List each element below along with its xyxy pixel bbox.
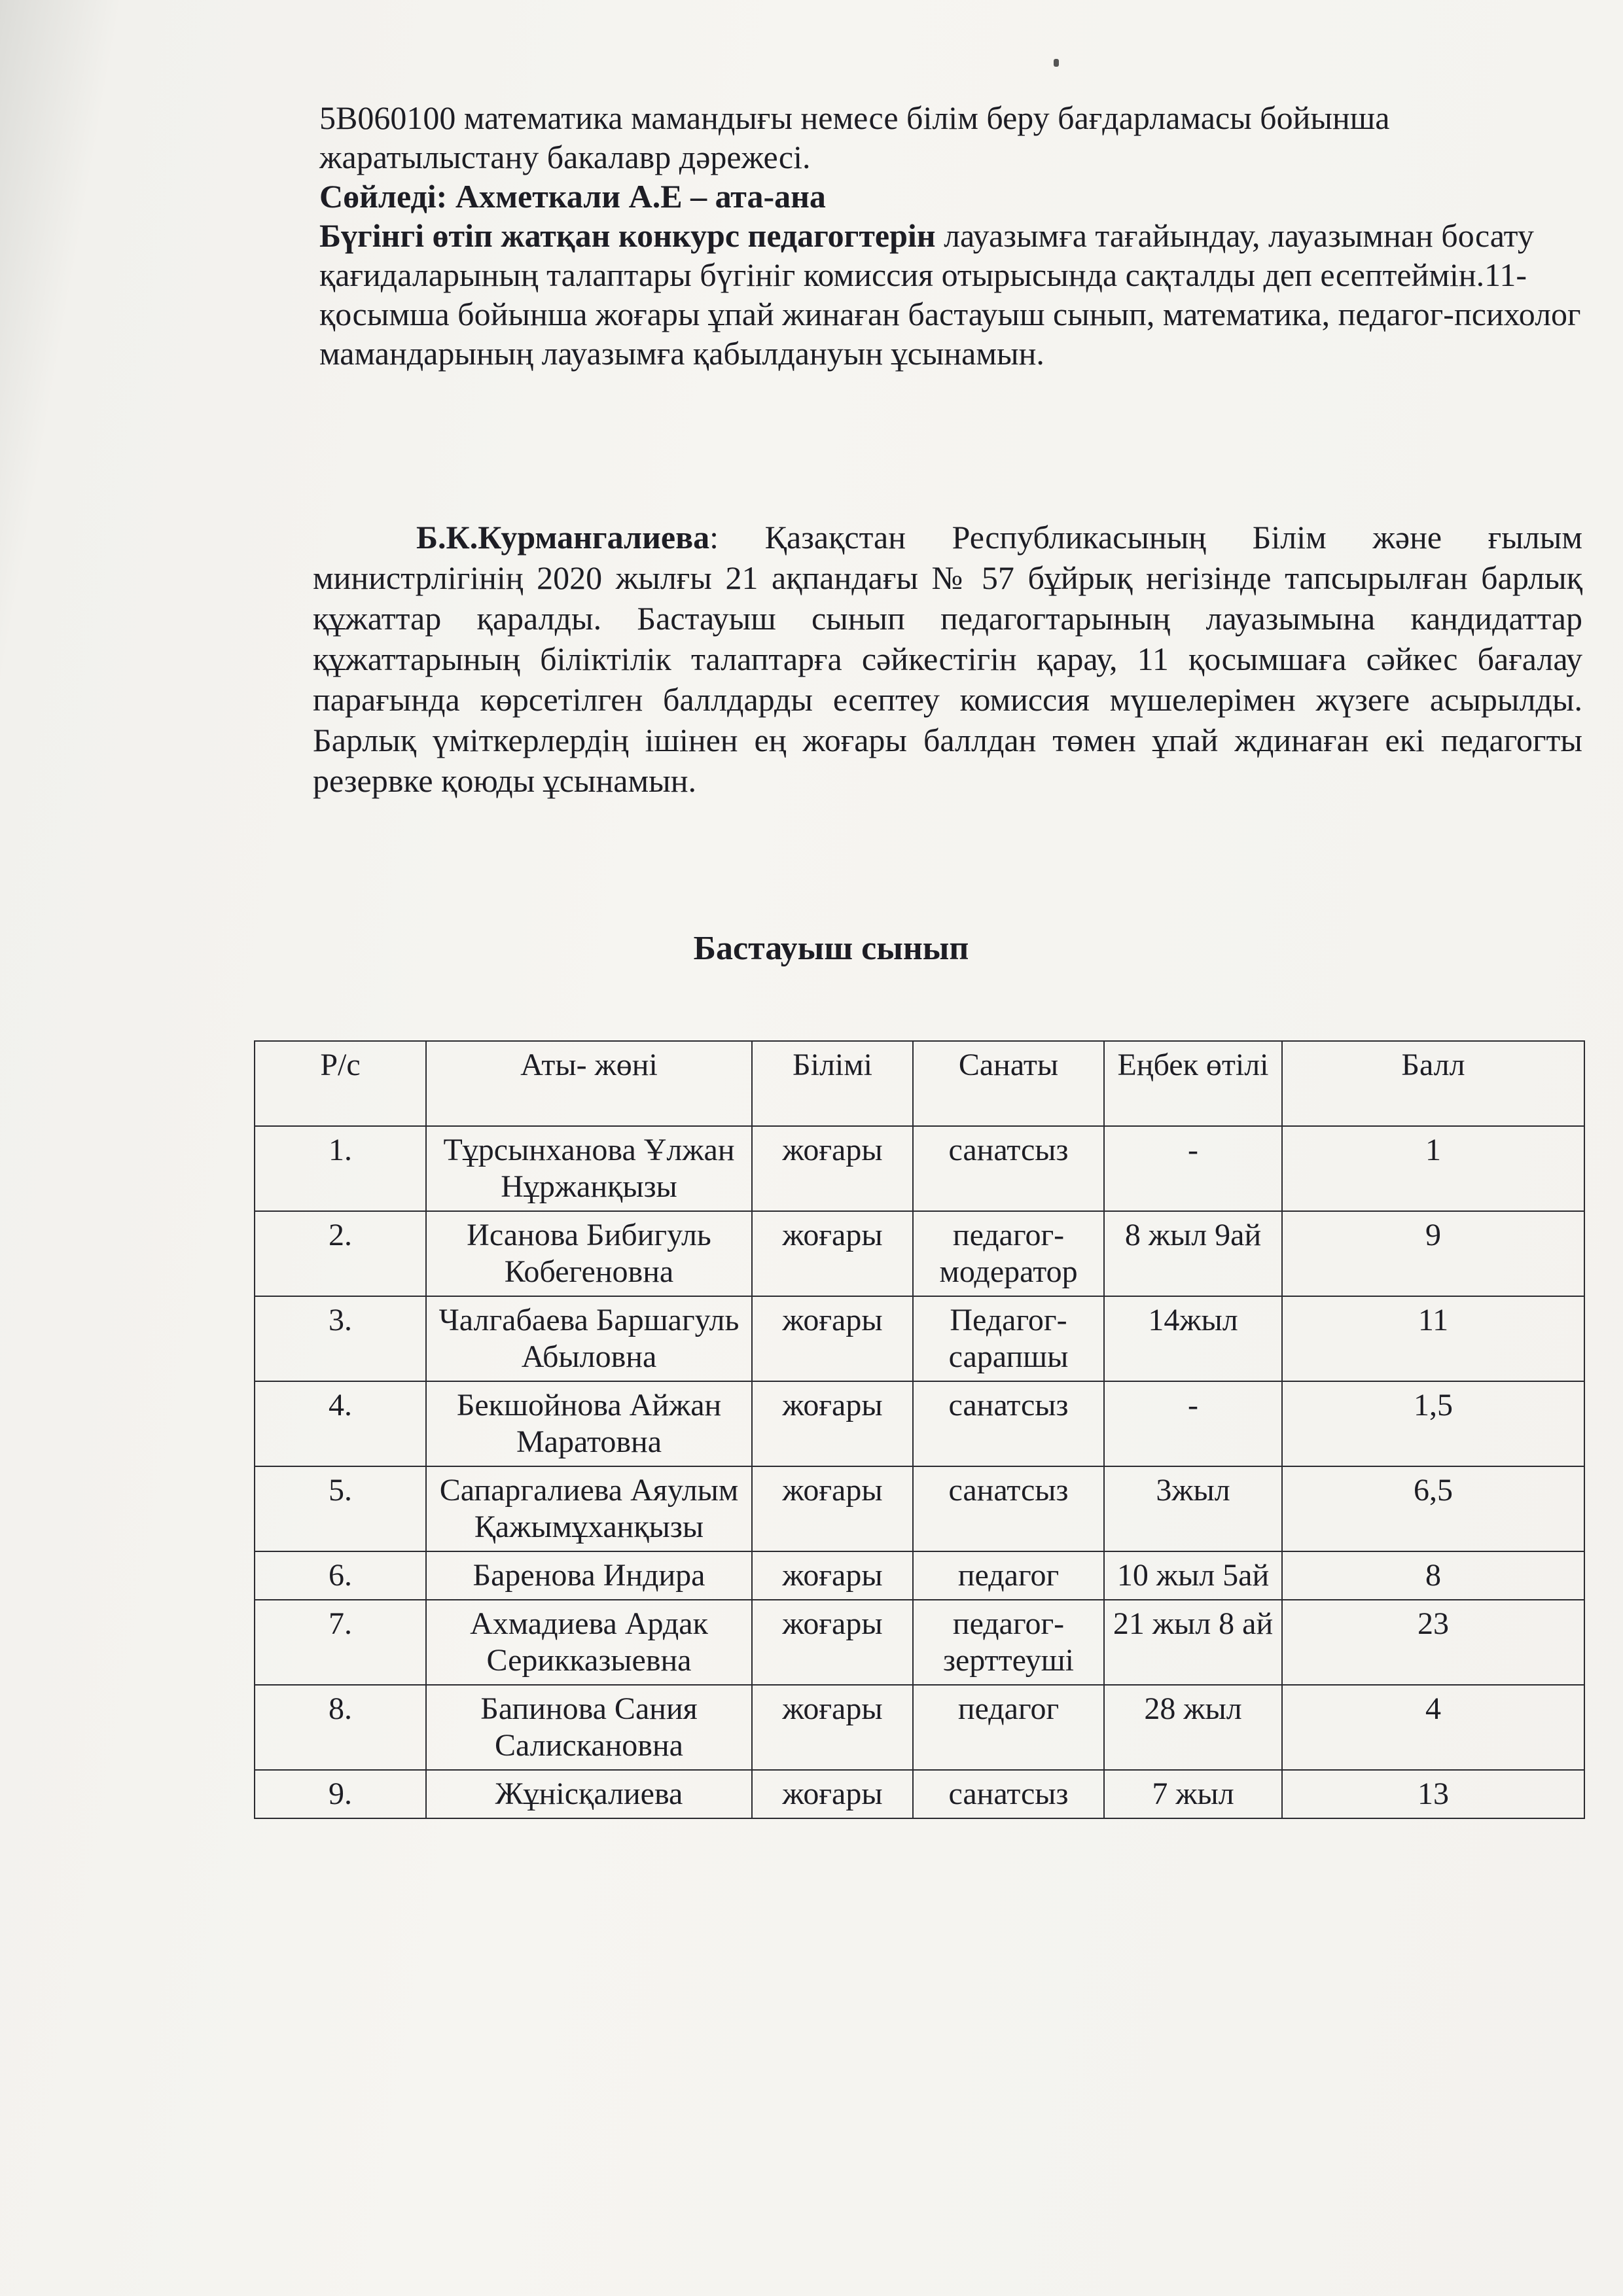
header-name: Аты- жөні — [426, 1041, 752, 1126]
cell-experience: 10 жыл 5ай — [1104, 1551, 1282, 1600]
cell-num: 5. — [255, 1466, 426, 1551]
cell-name: Баренова Индира — [426, 1551, 752, 1600]
cell-experience: 28 жыл — [1104, 1685, 1282, 1770]
statement-bold: Бүгінгі өтіп жатқан конкурс педагогтерін — [319, 217, 936, 254]
header-num: Р/с — [255, 1041, 426, 1126]
cell-num: 2. — [255, 1211, 426, 1296]
cell-name: Бекшойнова Айжан Маратовна — [426, 1381, 752, 1466]
cell-education: жоғары — [752, 1600, 913, 1685]
statement-rest: лауазымға тағайындау, лауазымнан босату қағидаларының талаптары бүгініг комиссия отырысында сақталды деп есептеймін.11-қосымша бойынша жоғары ұпай жинаған бастауыш сынып, математика, педагог-психолог мамандарының лауазымға қабылдануын ұсынамын. — [319, 217, 1581, 372]
cell-category: санатсыз — [913, 1381, 1104, 1466]
statement-paragraph — [319, 216, 1596, 373]
header-category: Санаты — [913, 1041, 1104, 1126]
table-row — [255, 1296, 1584, 1381]
table-row — [255, 1381, 1584, 1466]
cell-score: 8 — [1282, 1551, 1584, 1600]
cell-num: 3. — [255, 1296, 426, 1381]
cell-name: Тұрсынханова Ұлжан Нұржанқызы — [426, 1126, 752, 1211]
cell-name: Ахмадиева Ардак Серикказыевна — [426, 1600, 752, 1685]
scan-speck — [1054, 59, 1059, 67]
table-row — [255, 1466, 1584, 1551]
cell-score: 11 — [1282, 1296, 1584, 1381]
cell-score: 6,5 — [1282, 1466, 1584, 1551]
cell-category: педагог-модератор — [913, 1211, 1104, 1296]
cell-education: жоғары — [752, 1685, 913, 1770]
cell-experience: 7 жыл — [1104, 1770, 1282, 1818]
cell-num: 4. — [255, 1381, 426, 1466]
header-score: Балл — [1282, 1041, 1584, 1126]
section-title: Бастауыш сынып — [693, 930, 969, 967]
cell-score: 1,5 — [1282, 1381, 1584, 1466]
cell-education: жоғары — [752, 1296, 913, 1381]
header-experience: Еңбек өтілі — [1104, 1041, 1282, 1126]
cell-experience: - — [1104, 1126, 1282, 1211]
cell-name: Чалгабаева Баршагуль Абыловна — [426, 1296, 752, 1381]
cell-experience: 21 жыл 8 ай — [1104, 1600, 1282, 1685]
cell-name: Сапаргалиева Аяулым Қажымұханқызы — [426, 1466, 752, 1551]
header-education: Білімі — [752, 1041, 913, 1126]
cell-category: санатсыз — [913, 1770, 1104, 1818]
cell-category: педагог-зерттеуші — [913, 1600, 1104, 1685]
commission-text: : Қазақстан Республикасының Білім және ғылым министрлігінің 2020 жылғы 21 ақпандағы № 57 бұйрық негізінде тапсырылған барлық құжаттар қаралды. Бастауыш сынып педагогтарының лауазымына кандидаттар құжаттарының біліктілік талаптарға сәйкестігін қарау, 11 қосымшаға сәйкес бағалау парағында көрсетілген баллдарды есептеу комиссия мүшелерімен жүзеге асырылды. Барлық үміткерлердің ішінен ең жоғары баллдан төмен ұпай ждинаған екі педагогты резервке қоюды ұсынамын. — [313, 519, 1582, 799]
cell-score: 4 — [1282, 1685, 1584, 1770]
cell-education: жоғары — [752, 1211, 913, 1296]
intro-line-1: 5В060100 математика мамандығы немесе білім беру бағдарламасы бойынша — [319, 99, 1390, 136]
table-row — [255, 1685, 1584, 1770]
cell-num: 8. — [255, 1685, 426, 1770]
cell-experience: 8 жыл 9ай — [1104, 1211, 1282, 1296]
cell-experience: 3жыл — [1104, 1466, 1282, 1551]
cell-name: Исанова Бибигуль Кобегеновна — [426, 1211, 752, 1296]
cell-num: 9. — [255, 1770, 426, 1818]
intro-block — [319, 98, 1596, 373]
intro-line-2: жаратылыстану бакалавр дәрежесі. — [319, 139, 811, 175]
cell-score: 9 — [1282, 1211, 1584, 1296]
cell-name: Жұнісқалиева — [426, 1770, 752, 1818]
commission-speaker: Б.К.Курмангалиева — [416, 519, 710, 556]
cell-education: жоғары — [752, 1466, 913, 1551]
cell-num: 7. — [255, 1600, 426, 1685]
table-row — [255, 1126, 1584, 1211]
cell-experience: - — [1104, 1381, 1282, 1466]
table-row — [255, 1770, 1584, 1818]
cell-experience: 14жыл — [1104, 1296, 1282, 1381]
cell-education: жоғары — [752, 1770, 913, 1818]
cell-category: Педагог-сарапшы — [913, 1296, 1104, 1381]
cell-num: 6. — [255, 1551, 426, 1600]
cell-category: педагог — [913, 1551, 1104, 1600]
cell-score: 13 — [1282, 1770, 1584, 1818]
cell-category: педагог — [913, 1685, 1104, 1770]
table-header-row — [255, 1041, 1584, 1126]
cell-education: жоғары — [752, 1126, 913, 1211]
speaker-line: Сөйледі: Ахметкали А.Е – ата-ана — [319, 178, 826, 215]
cell-category: санатсыз — [913, 1466, 1104, 1551]
cell-education: жоғары — [752, 1551, 913, 1600]
cell-name: Бапинова Сания Салискановна — [426, 1685, 752, 1770]
commission-paragraph — [313, 517, 1582, 801]
cell-education: жоғары — [752, 1381, 913, 1466]
table-row — [255, 1600, 1584, 1685]
candidates-table — [254, 1040, 1585, 1819]
cell-score: 23 — [1282, 1600, 1584, 1685]
cell-score: 1 — [1282, 1126, 1584, 1211]
table-row — [255, 1211, 1584, 1296]
table-row — [255, 1551, 1584, 1600]
cell-num: 1. — [255, 1126, 426, 1211]
cell-category: санатсыз — [913, 1126, 1104, 1211]
